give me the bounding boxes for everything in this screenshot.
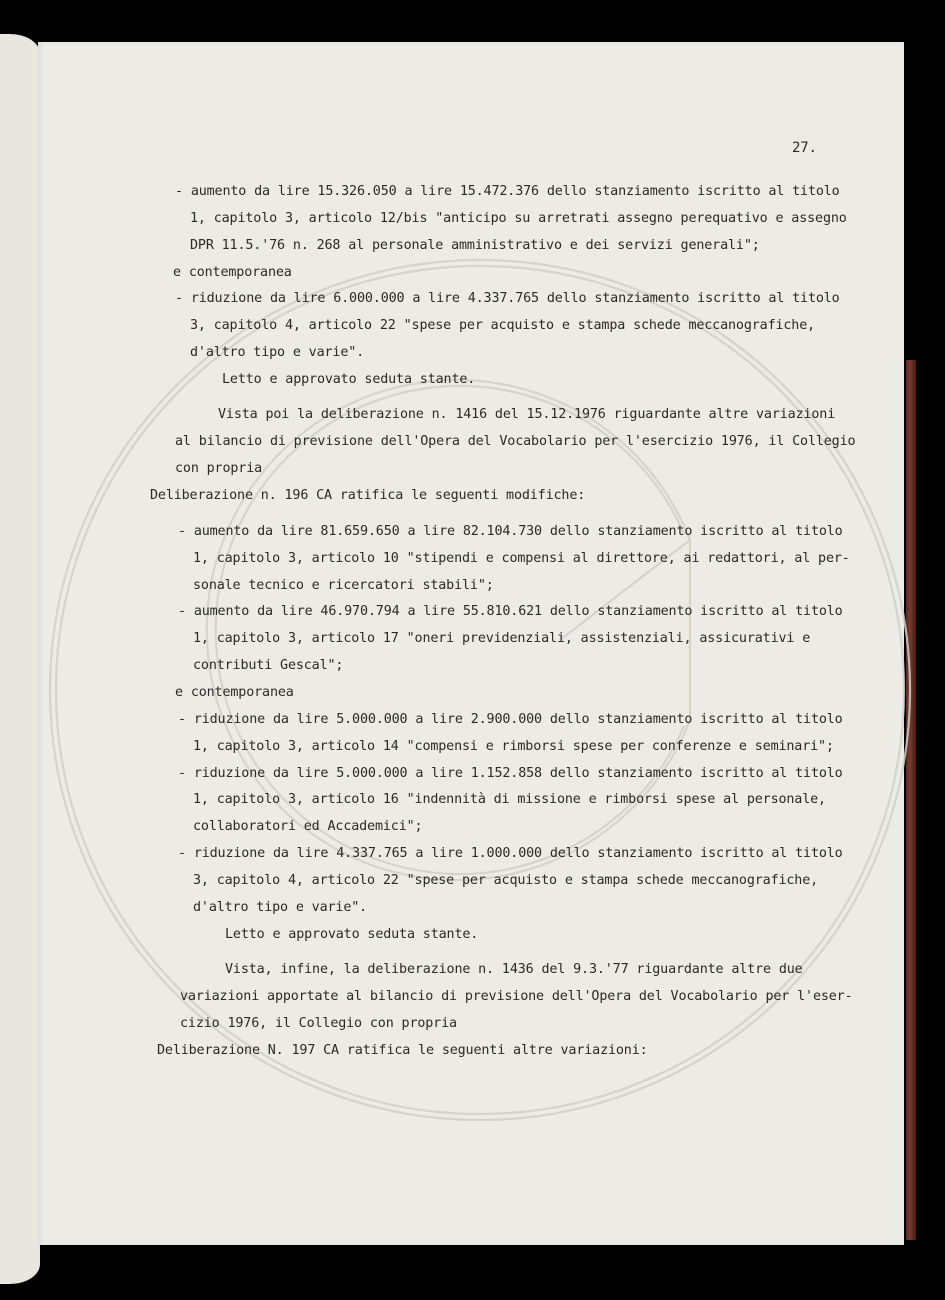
text-line: d'altro tipo e varie". <box>190 345 365 360</box>
text-line: - aumento da lire 46.970.794 a lire 55.810.621 dello stanziamento iscritto al titolo <box>178 604 843 619</box>
text-line: 1, capitolo 3, articolo 12/bis "anticipo su arretrati assegno perequativo e assegno <box>190 211 847 226</box>
text-line: 3, capitolo 4, articolo 22 "spese per acquisto e stampa schede meccanografiche, <box>190 318 816 333</box>
text-line: Letto e approvato seduta stante. <box>222 372 476 387</box>
left-page-edge <box>0 34 40 1284</box>
text-line: - riduzione da lire 5.000.000 a lire 1.152.858 dello stanziamento iscritto al titolo <box>178 766 843 781</box>
text-line: 1, capitolo 3, articolo 14 "compensi e rimborsi spese per conferenze e seminari"; <box>193 739 834 754</box>
text-line: d'altro tipo e varie". <box>193 900 368 915</box>
text-line: cizio 1976, il Collegio con propria <box>180 1016 457 1031</box>
text-line: contributi Gescal"; <box>193 658 344 673</box>
text-line: 3, capitolo 4, articolo 22 "spese per acquisto e stampa schede meccanografiche, <box>193 873 819 888</box>
text-line: - riduzione da lire 6.000.000 a lire 4.337.765 dello stanziamento iscritto al titolo <box>175 291 840 306</box>
text-line: 1, capitolo 3, articolo 17 "oneri previdenziali, assistenziali, assicurativi e <box>193 631 811 646</box>
text-line: sonale tecnico e ricercatori stabili"; <box>193 578 494 593</box>
text-line: 1, capitolo 3, articolo 10 "stipendi e compensi al direttore, ai redattori, al per- <box>193 551 850 566</box>
text-line: DPR 11.5.'76 n. 268 al personale amministrativo e dei servizi generali"; <box>190 238 760 253</box>
text-line: Deliberazione N. 197 CA ratifica le seguenti altre variazioni: <box>157 1043 648 1058</box>
text-line: Letto e approvato seduta stante. <box>225 927 479 942</box>
text-line: Deliberazione n. 196 CA ratifica le seguenti modifiche: <box>150 488 586 503</box>
text-line: variazioni apportate al bilancio di previsione dell'Opera del Vocabolario per l'eser- <box>180 989 853 1004</box>
text-line: Vista poi la deliberazione n. 1416 del 15.12.1976 riguardante altre variazioni <box>218 407 836 422</box>
text-line: con propria <box>175 461 263 476</box>
text-line: collaboratori ed Accademici"; <box>193 819 423 834</box>
text-line: - aumento da lire 15.326.050 a lire 15.472.376 dello stanziamento iscritto al titolo <box>175 184 840 199</box>
text-line: - riduzione da lire 5.000.000 a lire 2.900.000 dello stanziamento iscritto al titolo <box>178 712 843 727</box>
page-number: 27. <box>792 140 817 156</box>
text-line: 1, capitolo 3, articolo 16 "indennità di missione e rimborsi spese al personale, <box>193 792 826 807</box>
book-spine-edge <box>906 360 916 1240</box>
text-line: - aumento da lire 81.659.650 a lire 82.104.730 dello stanziamento iscritto al titolo <box>178 524 843 539</box>
text-line: e contemporanea <box>175 685 294 700</box>
text-line: al bilancio di previsione dell'Opera del Vocabolario per l'esercizio 1976, il Collegio <box>175 434 856 449</box>
text-line: Vista, infine, la deliberazione n. 1436 del 9.3.'77 riguardante altre due <box>225 962 803 977</box>
text-line: e contemporanea <box>173 265 292 280</box>
text-line: - riduzione da lire 4.337.765 a lire 1.000.000 dello stanziamento iscritto al titolo <box>178 846 843 861</box>
